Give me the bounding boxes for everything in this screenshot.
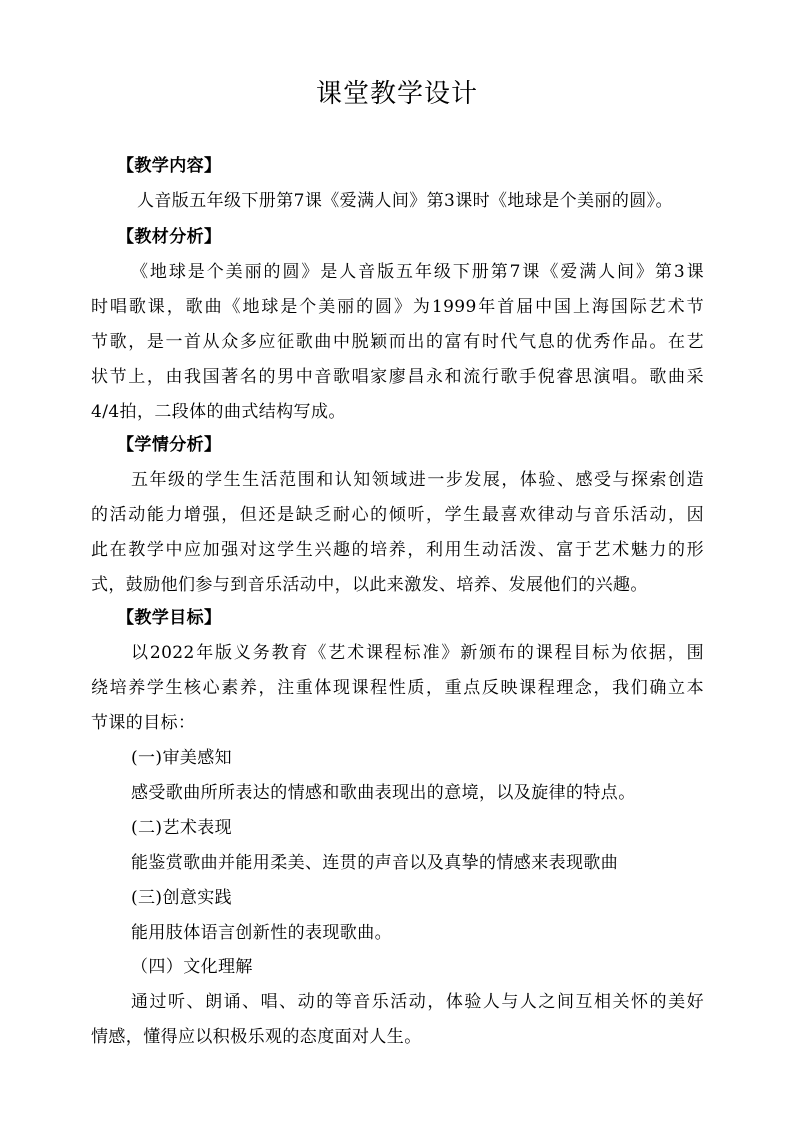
goal-item-text-3: 能用肢体语言创新性的表现歌曲。 (131, 923, 392, 943)
goal-item-text-4-line-1: 通过听、朗诵、唱、动的等音乐活动，体验人与人之间互相关怀的美好 (131, 992, 704, 1012)
students-line-4: 式，鼓励他们参与到音乐活动中，以此来激发、培养、发展他们的兴趣。 (91, 575, 648, 595)
material-line-4: 状节上，由我国著名的男中音歌唱家廖昌永和流行歌手倪睿思演唱。歌曲采 (91, 367, 704, 387)
material-line-1: 《地球是个美丽的圆》是人音版五年级下册第7课《爱满人间》第3课 (131, 262, 704, 282)
goal-item-label-3: (三)创意实践 (131, 888, 233, 908)
students-line-1: 五年级的学生生活范围和认知领域进一步发展，体验、感受与探索创造 (131, 470, 704, 490)
material-line-2: 时唱歌课，歌曲《地球是个美丽的圆》为1999年首届中国上海国际艺术节 (91, 297, 704, 317)
students-line-3: 此在教学中应加强对这学生兴趣的培养，利用生动活泼、富于艺术魅力的形 (91, 540, 704, 560)
material-line-3: 节歌，是一首从众多应征歌曲中脱颖而出的富有时代气息的优秀作品。在艺 (91, 332, 704, 352)
goals-line-1: 以2022年版义务教育《艺术课程标准》新颁布的课程目标为依据，围 (131, 643, 704, 663)
goal-item-text-4-line-2: 情感，懂得应以积极乐观的态度面对人生。 (91, 1027, 422, 1047)
goal-item-label-4: （四）文化理解 (131, 957, 253, 977)
goal-item-label-2: (二)艺术表现 (131, 818, 233, 838)
material-line-5: 4/4拍，二段体的曲式结构写成。 (91, 402, 346, 422)
goal-item-label-1: (一)审美感知 (131, 748, 233, 768)
goals-line-2: 绕培养学生核心素养，注重体现课程性质，重点反映课程理念，我们确立本 (91, 678, 704, 698)
content-line-1: 人音版五年级下册第7课《爱满人间》第3课时《地球是个美丽的圆》。 (137, 191, 673, 211)
goal-item-text-1: 感受歌曲所所表达的情感和歌曲表现出的意境，以及旋律的特点。 (131, 783, 636, 803)
students-line-2: 的活动能力增强，但还是缺乏耐心的倾听，学生最喜欢律动与音乐活动，因 (91, 505, 704, 525)
section-heading-students: 【学情分析】 (117, 435, 222, 455)
section-heading-content: 【教学内容】 (117, 156, 222, 176)
goals-line-3: 节课的目标： (91, 713, 196, 733)
section-heading-material: 【教材分析】 (117, 227, 222, 247)
section-heading-goals: 【教学目标】 (117, 608, 222, 628)
goal-item-text-2: 能鉴赏歌曲并能用柔美、连贯的声音以及真挚的情感来表现歌曲 (131, 853, 619, 873)
page-title: 课堂教学设计 (315, 79, 478, 109)
